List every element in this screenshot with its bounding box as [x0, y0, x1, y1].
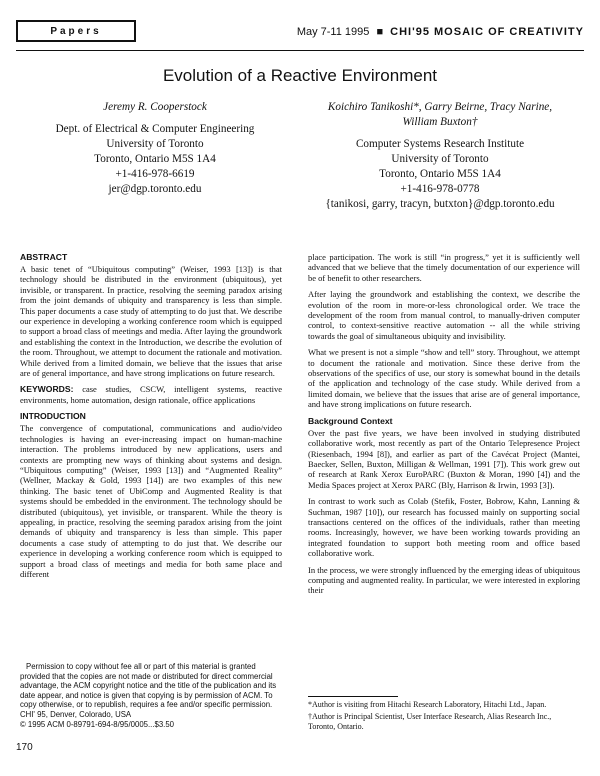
author-inst: Computer Systems Research Institute — [355, 138, 525, 150]
paragraph: place participation. The work is still “in progress,” yet it is sufficiently well advanced that we believe that the timely documentation of our experience will be of benefit to other researchers. — [308, 252, 580, 283]
author-city: Toronto, Ontario M5S 1A4 — [379, 168, 501, 180]
paragraph: Over the past five years, we have been involved in studying distributed collaborative work, most recently as part of the Ontario Telepresence Project (Riesenbach, 1994 [8]), and earlier as part of the Cavécat Project (Mantei, Baecker, Sellen, Buxton, Milligan & Wellman, 1991 [7]). This work grew out of research at Rank Xerox EuroPARC (Buxton & Moran, 1990 [4]) and the Media Spaces project at Xerox PARC (Bly, Harrison & Irwin, 1993 [3]). — [308, 427, 580, 490]
footnote-2: †Author is Principal Scientist, User Interface Research, Alias Research Inc., Toronto, Ontario. — [308, 712, 552, 731]
header-bullet: ■ — [376, 26, 384, 38]
copyright-line: © 1995 ACM 0-89791-694-8/95/0005...$3.50 — [20, 719, 174, 729]
author-dept: Dept. of Electrical & Computer Engineering — [55, 123, 255, 135]
author-names-2: William Buxton† — [402, 116, 478, 128]
section-label: Papers — [16, 20, 136, 42]
paragraph: After laying the groundwork and establishing the context, we describe the evolution of the room in more-or-less chronological order. We trace the development of the room from manual control, to manually-driven computer control, to context-sensitive reactive automation -- all the while striving towards the goal of simultaneous ubiquity and invisibility. — [308, 289, 580, 341]
keywords-text: case studies, CSCW, intelligent systems, reactive environments, home automation, design rationale, office applications — [20, 384, 282, 405]
intro-heading: INTRODUCTION — [20, 411, 86, 422]
author-univ: University of Toronto — [391, 153, 489, 165]
footnote-rule — [308, 696, 398, 697]
author-block-left — [20, 100, 290, 197]
author-email: jer@dgp.toronto.edu — [108, 183, 202, 195]
conference-name: CHI'95 MOSAIC OF CREATIVITY — [390, 26, 584, 38]
keywords-label: KEYWORDS: — [20, 384, 74, 395]
author-phone: +1-416-978-0778 — [400, 183, 480, 195]
header-rule — [16, 50, 584, 51]
paper-title: Evolution of a Reactive Environment — [162, 66, 438, 85]
paragraph: In contrast to work such as Colab (Stefik, Foster, Bobrow, Kahn, Lanning & Suchman, 1987 [10]), our research has focussed mainly on supporting social transactions centered on the offices of the individuals, rather than meeting rooms. Increasingly, however, we have been working towards providing an integrated foundation to support both meeting room and office based collaborative work. — [308, 496, 580, 559]
page-number: 170 — [16, 742, 33, 753]
right-column — [308, 252, 580, 596]
author-email: {tanikosi, garry, tracyn, butxton}@dgp.toronto.edu — [325, 198, 555, 210]
intro-text: The convergence of computational, communications and audio/video technologies is having an ever-increasing impact on human-machine interaction. The problems introduced by new applications, users and contexts are prompting new ways of thinking about systems and design. “Ubiquitous computing” (Weiser, 1993 [13]) and “Augmented Reality” (Wellner, Mackay & Gold, 1993 [14]) are two examples of this new thinking. The basic tenet of UbiComp and Augmented Reality is that systems should be embedded in the environment. The technology should be distributed (ubiquitous), yet invisible, or transparent. While the theory is appealing, in practice, resolving the seeming paradox arising from the joint demands of ubiquity and transparency is less than simple. This paper documents a case study of attempting to do just that. We describe our experience in developing a working conference room which is equipped to support a broad class of meetings and media for both same place and different — [20, 423, 282, 579]
permission-text: Permission to copy without fee all or part of this material is granted provided that the copies are not made or distributed for direct commercial advantage, the ACM copyright notice and the title of the publication and its date appear, and notice is given that copying is by permission of ACM. To copy otherwise, or to republish, requires a fee and/or specific permission. — [20, 662, 277, 710]
running-header — [297, 26, 584, 38]
author-block-right — [290, 100, 590, 212]
author-names: Koichiro Tanikoshi*, Garry Beirne, Tracy Narine, — [327, 101, 553, 113]
abstract-text: A basic tenet of “Ubiquitous computing” (Weiser, 1993 [13]) is that technology should be distributed in the environment (ubiquitous), yet invisible, or transparent. In practice, resolving the seeming paradox arising from the joint demands of ubiquity and transparency is less than simple. This paper documents a case study of attempting to do just that. We describe our experience in developing a working conference room which is equipped to support a broad class of meetings and media. After laying the groundwork and establishing the context in the Introduction, we describe the evolution of the room. Throughout, we attempt to document the rationale and motivation. While derived from a limited domain, we believe that the issues that arise are of general importance, and have strong implications on future research. — [20, 264, 282, 379]
author-univ: University of Toronto — [106, 138, 204, 150]
footnote-1: *Author is visiting from Hitachi Research Laboratory, Hitachi Ltd., Japan. — [308, 700, 547, 709]
paragraph: In the process, we were strongly influenced by the emerging ideas of ubiquitous computing and augmented reality. In particular, we were interested in exploring their — [308, 564, 581, 596]
left-column — [20, 252, 282, 579]
background-heading: Background Context — [308, 415, 393, 426]
keywords — [20, 384, 282, 405]
permission-notice — [20, 662, 282, 729]
conference-date: May 7-11 1995 — [296, 26, 370, 38]
abstract-heading: ABSTRACT — [20, 252, 68, 262]
author-name: Jeremy R. Cooperstock — [103, 101, 207, 113]
paragraph: What we present is not a simple “show and tell” story. Throughout, we attempt to document the rationale and motivation. Since these derive from the observations of the specifics of use, our story is somewhat bound in the details of the application and technology of the case study. While derived from a limited domain, we believe that the issues that arise are of general importance, and have strong implications on future research. — [308, 347, 580, 410]
conference-line: CHI' 95, Denver, Colorado, USA — [20, 709, 132, 719]
author-city: Toronto, Ontario M5S 1A4 — [94, 153, 216, 165]
footnotes — [308, 696, 580, 732]
author-phone: +1-416-978-6619 — [115, 168, 195, 180]
